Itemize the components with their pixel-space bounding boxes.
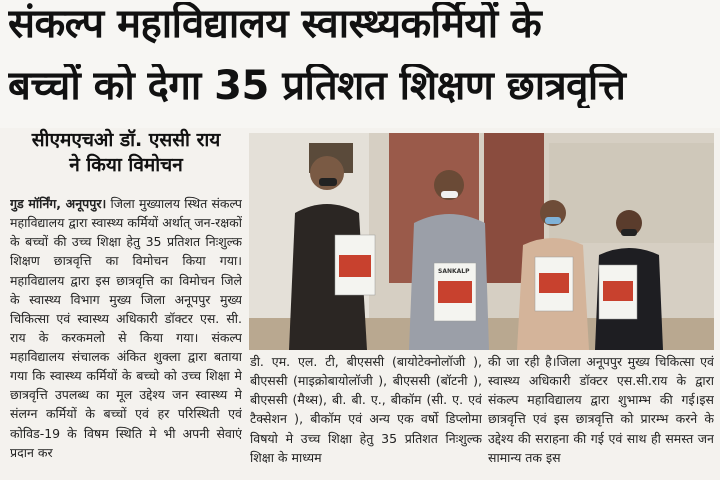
poster-heading: SANKALP xyxy=(438,268,470,275)
subheadline xyxy=(10,128,242,177)
headline-block xyxy=(0,0,720,128)
subheadline-line-1: सीएमएचओ डॉ. एससी राय xyxy=(31,129,221,151)
brochure-3 xyxy=(535,257,573,311)
news-photo xyxy=(249,133,714,350)
subheadline-line-2: ने किया विमोचन xyxy=(69,153,183,176)
brochure-4 xyxy=(599,265,637,319)
article-column-2: डी. एम. एल. टी, बीएससी (बायोटेक्नोलॉजी ), बीएससी (माइक्रोबायोलॉजी ), बीएससी (बॉटनी ), बीएससी (मैथ्स), बी. बी. ए., बीकॉम (सी. ए. एवं टैक्सेशन ), बीकॉम एवं अन्य एक वर्षो डिप्लोमा विषयो मे उच्च शिक्षा हेतु 35 प्रतिशत निःशुल्क शिक्षा के माध्यम xyxy=(250,354,482,465)
column-1-body: जिला मुख्यालय स्थित संकल्प महाविद्यालय द्वारा स्वास्थ्य कर्मियों अर्थात् जन-रक्षकों के बच्चों की उच्च शिक्षा हेतु 35 प्रतिशत निःशुल्क शिक्षण छात्रवृत्ति का विमोचन किया गया।महाविद्यालय द्वारा इस छात्रवृत्ति का विमोचन जिले के स्वास्थ्य विभाग मुख्य जिला अनूपपुर मुख्य चिकित्सा एवं स्वास्थ्य अधिकारी डॉक्टर एस. सी. राय के करकमलो से किया गया। संकल्प महाविद्यालय संचालक अंकित शुक्ला द्वारा बताया गया कि स्वास्थ्य कर्मियों के बच्चो को उच्च शिक्षा मे छात्रवृत्ति उपलब्ध का मूल उद्देश्य जन स्वास्थ्य मे संलग्न कर्मियों के बच्चों एवं हर परिस्थिती एवं कोविड-19 के विषम स्थिति मे भी अपनी सेवाएं प्रदान कर xyxy=(10,196,242,460)
article-column-1 xyxy=(10,194,242,480)
brochure-1 xyxy=(335,235,375,295)
dateline: गुड मॉर्निंग, अनूपपुर। xyxy=(10,196,107,211)
headline-line-2: बच्चों को देगा 35 प्रतिशत शिक्षण छात्रवृत्ति xyxy=(8,64,626,108)
photo-illustration xyxy=(249,133,714,350)
article-column-3: की जा रही है।जिला अनूपपुर मुख्य चिकित्सा एवं स्वास्थ्य अधिकारी डॉक्टर एस.सी.राय के द्वारा संकल्प महाविद्यालय द्वारा शुभाम्भ की गई।इस छात्रवृत्ति एवं इस छात्रवृत्ति को प्रारम्भ करने के उद्देश्य की सराहना की गई एवं साथ ही समस्त जन सामान्य तक इस xyxy=(488,354,714,465)
brochure-2 xyxy=(434,263,476,321)
headline-line-1: संकल्प महाविद्यालय स्वास्थ्यकर्मियों के xyxy=(8,2,542,46)
